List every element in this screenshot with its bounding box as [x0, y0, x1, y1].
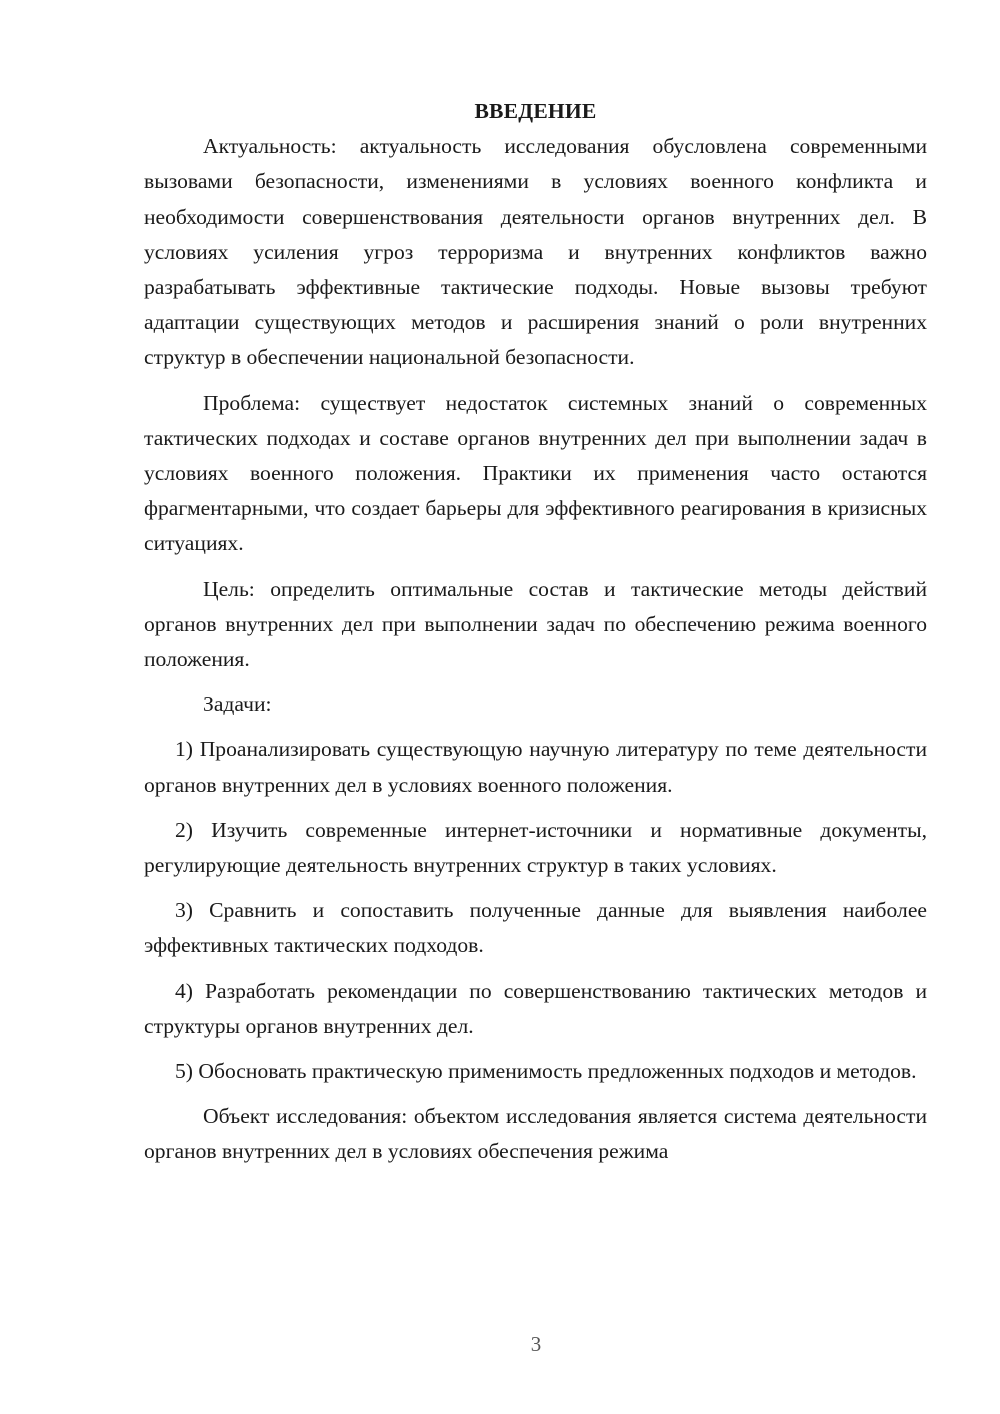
task-item-3: 3) Сравнить и сопоставить полученные данные для выявления наиболее эффективных тактических подходов.	[144, 898, 927, 958]
tasks-heading: Задачи:	[203, 692, 272, 717]
task-item-1: 1) Проанализировать существующую научную литературу по теме деятельности органов внутренних дел в условиях военного положения.	[144, 737, 927, 797]
paragraph-relevance: Актуальность: актуальность исследования обусловлена современными вызовами безопасности, изменениями в условиях военного конфликта и необходимости совершенствования деятельности органов внутренних дел. В условиях усиления угроз терроризма и внутренних конфликтов важно разрабатывать эффективные тактические подходы. Новые вызовы требуют адаптации существующих методов и расширения знаний о роли внутренних структур в обеспечении национальной безопасности.	[144, 134, 927, 370]
paragraph-object: Объект исследования: объектом исследования является система деятельности органов внутренних дел в условиях обеспечения режима	[144, 1104, 927, 1164]
section-title: ВВЕДЕНИЕ	[474, 99, 597, 123]
paragraph-problem: Проблема: существует недостаток системных знаний о современных тактических подходах и составе органов внутренних дел при выполнении задач в условиях военного положения. Практики их применения часто остаются фрагментарными, что создает барьеры для эффективного реагирования в кризисных ситуациях.	[144, 390, 927, 556]
task-item-2: 2) Изучить современные интернет-источники и нормативные документы, регулирующие деятельность внутренних структур в таких условиях.	[144, 817, 927, 878]
paragraph-goal: Цель: определить оптимальные состав и тактические методы действий органов внутренних дел при выполнении задач по обеспечению режима военного положения.	[144, 576, 927, 672]
task-item-5: 5) Обосновать практическую применимость предложенных подходов и методов.	[175, 1059, 917, 1084]
task-item-4: 4) Разработать рекомендации по совершенствованию тактических методов и структуры органов внутренних дел.	[144, 978, 927, 1038]
page-content	[144, 94, 927, 1170]
page-number: 3	[530, 1332, 542, 1356]
